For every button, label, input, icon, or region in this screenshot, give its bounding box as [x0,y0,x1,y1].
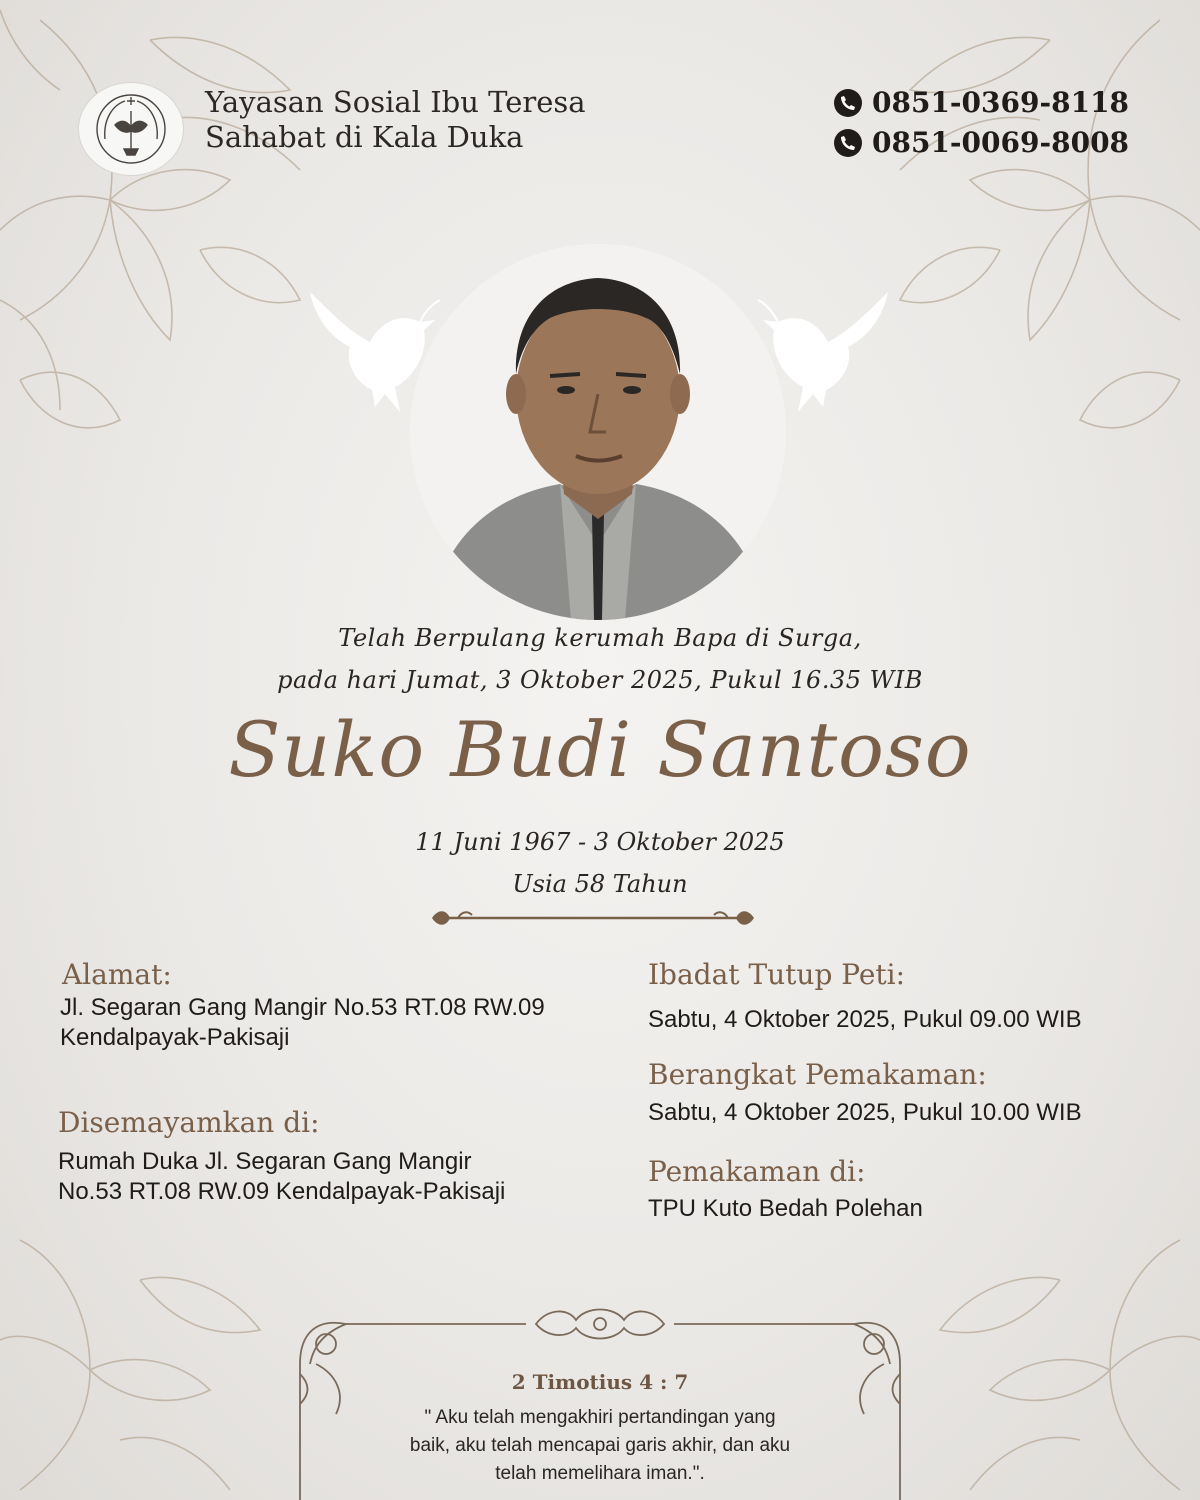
life-dates: 11 Juni 1967 - 3 Oktober 2025 [415,828,785,856]
age-text: Usia 58 Tahun [512,870,688,898]
floral-corner-bottom-left [0,1220,300,1500]
organization-logo [78,82,184,176]
verse-reference: 2 Timotius 4 : 7 [511,1370,689,1394]
organization-tagline: Sahabat di Kala Duka [205,120,524,154]
phone-icon [834,129,862,157]
person-portrait-icon [410,244,786,620]
verse-line-3: telah memelihara iman.". [495,1463,705,1484]
berangkat-value: Sabtu, 4 Oktober 2025, Pukul 10.00 WIB [648,1099,1082,1126]
tutup-peti-label: Ibadat Tutup Peti: [648,958,906,991]
organization-name: Yayasan Sosial Ibu Teresa [205,85,586,119]
phone-number-1: 0851-0369-8118 [872,86,1130,119]
phone-contact-1[interactable] [834,86,1129,119]
disemayamkan-label: Disemayamkan di: [58,1106,320,1139]
alamat-label: Alamat: [62,958,172,991]
verse-line-1: " Aku telah mengakhiri pertandingan yang [424,1407,776,1428]
pemakaman-value: TPU Kuto Bedah Polehan [648,1195,923,1222]
phone-icon [834,89,862,117]
announcement-line-2: pada hari Jumat, 3 Oktober 2025, Pukul 16.35 WIB [277,666,923,694]
ornament-divider-icon [428,903,758,933]
berangkat-label: Berangkat Pemakaman: [648,1058,987,1091]
eagle-emblem-icon [91,89,171,169]
verse-line-2: baik, aku telah mencapai garis akhir, dan aku [409,1435,791,1456]
deceased-name: Suko Budi Santoso [228,705,972,794]
portrait-photo [410,244,786,620]
disemayamkan-line-1: Rumah Duka Jl. Segaran Gang Mangir [58,1148,472,1175]
phone-number-2: 0851-0069-8008 [872,126,1130,159]
alamat-line-2: Kendalpayak-Pakisaji [60,1024,290,1051]
floral-corner-bottom-right [900,1220,1200,1500]
alamat-line-1: Jl. Segaran Gang Mangir No.53 RT.08 RW.09 [60,994,545,1021]
floral-corner-top-left [0,0,340,480]
pemakaman-label: Pemakaman di: [648,1155,866,1188]
phone-contact-2[interactable] [834,126,1129,159]
announcement-line-1: Telah Berpulang kerumah Bapa di Surga, [338,624,862,652]
disemayamkan-line-2: No.53 RT.08 RW.09 Kendalpayak-Pakisaji [58,1178,506,1205]
floral-corner-top-right [860,0,1200,480]
tutup-peti-value: Sabtu, 4 Oktober 2025, Pukul 09.00 WIB [648,1006,1082,1033]
